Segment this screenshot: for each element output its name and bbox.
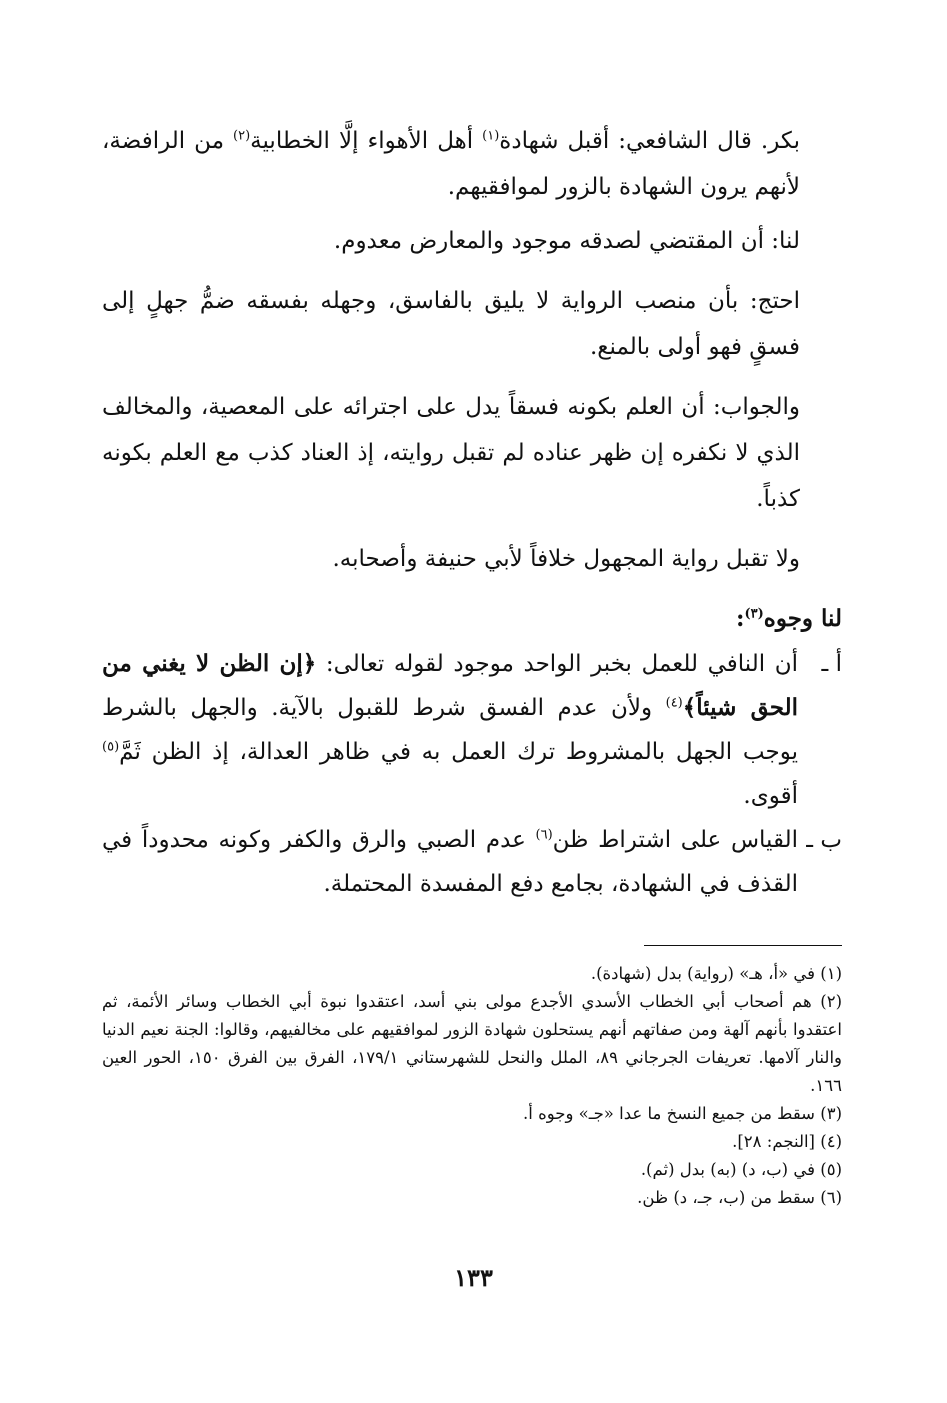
footnote-3: (٣) سقط من جميع النسخ ما عدا «جـ» وجوه أ. xyxy=(523,1104,842,1123)
paragraph-1-text-c: من الرافضة، لأنهم يرون الشهادة بالزور لموافقيهم. xyxy=(102,128,800,200)
list-item-a xyxy=(102,642,842,818)
footnote-4: (٤) [النجم: ٢٨]. xyxy=(732,1132,842,1151)
main-text xyxy=(102,118,842,906)
list-marker-b: ب ـ xyxy=(806,827,842,853)
footnote-2: (٢) هم أصحاب أبي الخطاب الأسدي الأجدع مولى بني أسد، اعتقدوا نبوة أبي الخطاب وسائر الأئمة، ثم اعتقدوا بأنهم آلهة ومن صفاتهم أنهم يستحلون شهادة الزور لموافقيهم على مخالفيهم، وقالوا: الجنة نعيم الدنيا والنار آلامها. تعريفات الجرجاني ٨٩، الملل والنحل للشهرستاني ١٧٩/١، الفرق بين الفرق ١٥٠، الحور العين ١٦٦. xyxy=(102,992,842,1095)
footnote-ref-6: (٦) xyxy=(535,827,553,843)
section-heading-colon: : xyxy=(735,605,745,632)
paragraph-2: لنا: أن المقتضي لصدقه موجود والمعارض معدوم. xyxy=(333,228,800,254)
paragraph-5: ولا تقبل رواية المجهول خلافاً لأبي حنيفة وأصحابه. xyxy=(332,546,800,572)
list-text-b-part-2: عدم الصبي والرق والكفر وكونه محدوداً في القذف في الشهادة، بجامع دفع المفسدة المحتملة. xyxy=(102,827,798,897)
quran-quote: ﴿إن الظن لا يغني من الحق شيئاً﴾ xyxy=(102,650,798,721)
paragraph-1-text-a: بكر. قال الشافعي: أقبل شهادة xyxy=(499,128,800,154)
paragraph-1-text-b: أهل الأهواء إلَّا الخطابية xyxy=(250,128,483,154)
footnote-ref-1: (١) xyxy=(482,128,500,144)
footnote-1: (١) في «أ، هـ» (رواية) بدل (شهادة). xyxy=(590,964,842,983)
page-number: ١٣٣ xyxy=(454,1263,493,1292)
list-marker-a: أ ـ xyxy=(821,651,842,677)
paragraph-4: والجواب: أن العلم بكونه فسقاً يدل على اجترائه على المعصية، والمخالف الذي لا نكفره إن ظهر عناده لم تقبل روايته، إذ العناد كذب مع العلم بكونه كذباً. xyxy=(102,394,800,512)
footnote-ref-3: (٣) xyxy=(744,606,764,622)
paragraph-1 xyxy=(102,118,842,210)
paragraph-3: احتج: بأن منصب الرواية لا يليق بالفاسق، وجهله بفسقه ضمُّ جهلٍ إلى فسقٍ فهو أولى بالمنع. xyxy=(102,288,800,360)
footnote-ref-2: (٢) xyxy=(233,128,251,144)
footnote-ref-5: (٥) xyxy=(102,739,120,755)
list-text-a xyxy=(102,642,798,818)
footnote-divider xyxy=(644,945,842,946)
footnote-5: (٥) في (ب، د) (به) بدل (ثم). xyxy=(640,1160,842,1179)
list-text-b-part-1: القياس على اشتراط ظن xyxy=(552,827,798,853)
footnote-6: (٦) سقط من (ب، جـ، د) ظن. xyxy=(637,1188,842,1207)
list-item-b xyxy=(102,818,842,906)
list-text-b xyxy=(102,818,798,906)
list-text-a-part-1: أن النافي للعمل بخبر الواحد موجود لقوله تعالى: xyxy=(316,651,798,677)
list-text-a-part-3: أقوى. xyxy=(743,783,798,809)
footnote-ref-4: (٤) xyxy=(665,695,683,711)
section-heading xyxy=(102,596,842,642)
list-text-a-part-2: ولأن عدم الفسق شرط للقبول بالآية. والجهل بالشرط يوجب الجهل بالمشروط ترك العمل به في ظاهر العدالة، إذ الظن ثَمَّ xyxy=(102,695,798,765)
footnotes xyxy=(102,960,842,1212)
section-heading-text: لنا وجوه xyxy=(763,605,842,632)
